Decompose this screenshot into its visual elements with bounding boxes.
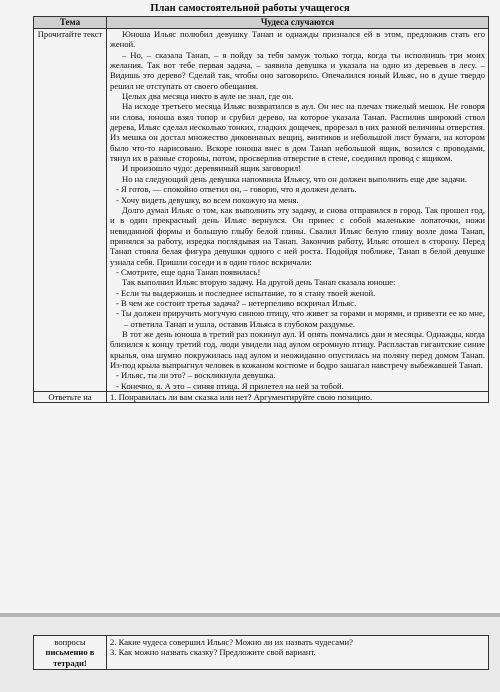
dialogue-line: - Ильяс, ты ли это? – воскликнула девушка. (110, 370, 485, 380)
story-paragraph: И произошло чудо: деревянный ящик заговорил! (122, 163, 301, 174)
dialogue-line: - Смотрите, еще одна Танап появилась! (110, 267, 485, 277)
question-1: 1. Понравилась ли вам сказка или нет? Аргументируйте свою позицию. (107, 392, 489, 403)
story-paragraph: Но на следующий день девушка напомнила Ильясу, что он должен выполнить еще две задачи. (122, 173, 467, 184)
dialogue-line: - Я готов, — спокойно ответил он, – говорю, что я должен делать. (110, 184, 485, 194)
story-text (107, 29, 489, 392)
table-header-row (34, 17, 489, 29)
question-2: 2. Какие чудеса совершил Ильяс? Можно ли их назвать чудесами? (110, 637, 353, 647)
header-activity: Чудеса случаются (107, 17, 489, 29)
dialogue-line: - Конечно, я. А это – синяя птица. Я прилетел на ней за тобой. (110, 381, 485, 391)
question-row (34, 636, 489, 670)
label-questions: вопросы (54, 637, 86, 647)
questions-cell (107, 636, 489, 670)
story-paragraph: Целых два месяца никто в ауле не знал, где он. (122, 91, 294, 102)
story-paragraph: – Но, – сказала Танап, – я пойду за тебя замуж только тогда, когда ты исполнишь три моих желания. Так вот тебе первая задача, – заявила девушка и указала на одно из деревьев в лесу. – Видишь это дерево? Сделай так, чтобы оно заговорило. Опечалился юный Ильяс, но в душе твердо решил не отступать от своего обещания. (110, 49, 485, 91)
story-paragraph: В тот же день юноша в третий раз покинул аул. И опять помчались дни и месяцы. Однажды, когда близился к концу третий год, люди увидели над аулом огромную птицу. Распластав гигантские синие крылья, она шумно покружилась над аулом и неожиданно опустилась на поляну перед домом Танап. Из-под крыла выпрыгнул человек в кожаном костюме и бодро зашагал навстречу выбежавшей Танап. (110, 328, 485, 370)
story-paragraph: На исходе третьего месяца Ильяс возвратился в аул. Он нес на плечах тяжелый мешок. Не говоря ни слова, юноша взял топор и срубил дерево, на которое указала Танап. Распилив широкий ствол дерева, Ильяс сделал несколько тонких, гладких дощечек, прорезал в них разной величины отверстия. Из мешка он достал множество диковинных вещиц, винтиков и небольшой лист бумаги, на котором было что-то нарисовано. Вскоре юноша внес в дом Танап небольшой ящик, возился с проводами, тянул их в разные стороны, потом, просверлив отверстие в стене, соединил провод с ящиком. (110, 101, 485, 164)
story-paragraph: Долго думал Ильяс о том, как выполнить эту задачу, и снова отправился в город. Так прошел год, и в один прекрасный день Ильяс вернулся. Он принес с собой маленькие лопаточки, ножи невиданной формы и большую глыбу белой глины. Свалил Ильяс белую глину возле дома Танап, принялся за работу, изредка поглядывая на Танап. Закончив работу, Ильяс отошел в сторону. Перед Танап стояла белая фигура девушки одного с ней роста. Подойдя поближе, Танап в белой девушке узнала себя. Пришли соседи и в один голос вскричали: (110, 204, 485, 267)
question-3: 3. Как можно назвать сказку? Предложите свой вариант. (110, 647, 316, 658)
story-paragraph: Юноша Ильяс полюбил девушку Танап и однажды признался ей в этом, предложив стать его женой. (110, 29, 485, 50)
story-row (34, 29, 489, 392)
page-title: План самостоятельной работы учащегося (150, 3, 350, 14)
task-label-answer: Ответьте на (34, 392, 107, 403)
plan-table (33, 16, 489, 403)
dialogue-line: - Хочу видеть девушку, во всем похожую на меня. (110, 195, 485, 205)
dialogue-line: - В чем же состоит третья задача? – нетерпеливо вскричал Ильяс. (110, 298, 485, 308)
task-label-read: Прочитайте текст (34, 29, 107, 392)
label-in-notebook: письменно в тетради! (45, 647, 95, 668)
task-label-written (34, 636, 107, 670)
page-separator (0, 613, 500, 617)
questions-table (33, 635, 489, 670)
story-paragraph: Так выполнил Ильяс вторую задачу. На другой день Танап сказала юноше: (122, 277, 396, 288)
dialogue-line: - Ты должен приручить могучую синюю птицу, что живет за горами и морями, и привезти ее ко мне, – ответила Танап и ушла, оставив Ильяса в глубоком раздумье. (110, 308, 485, 329)
dialogue-line: - Если ты выдержишь и последнее испытание, то я стану твоей женой. (110, 288, 485, 298)
question-row (34, 392, 489, 403)
header-topic: Тема (34, 17, 107, 29)
